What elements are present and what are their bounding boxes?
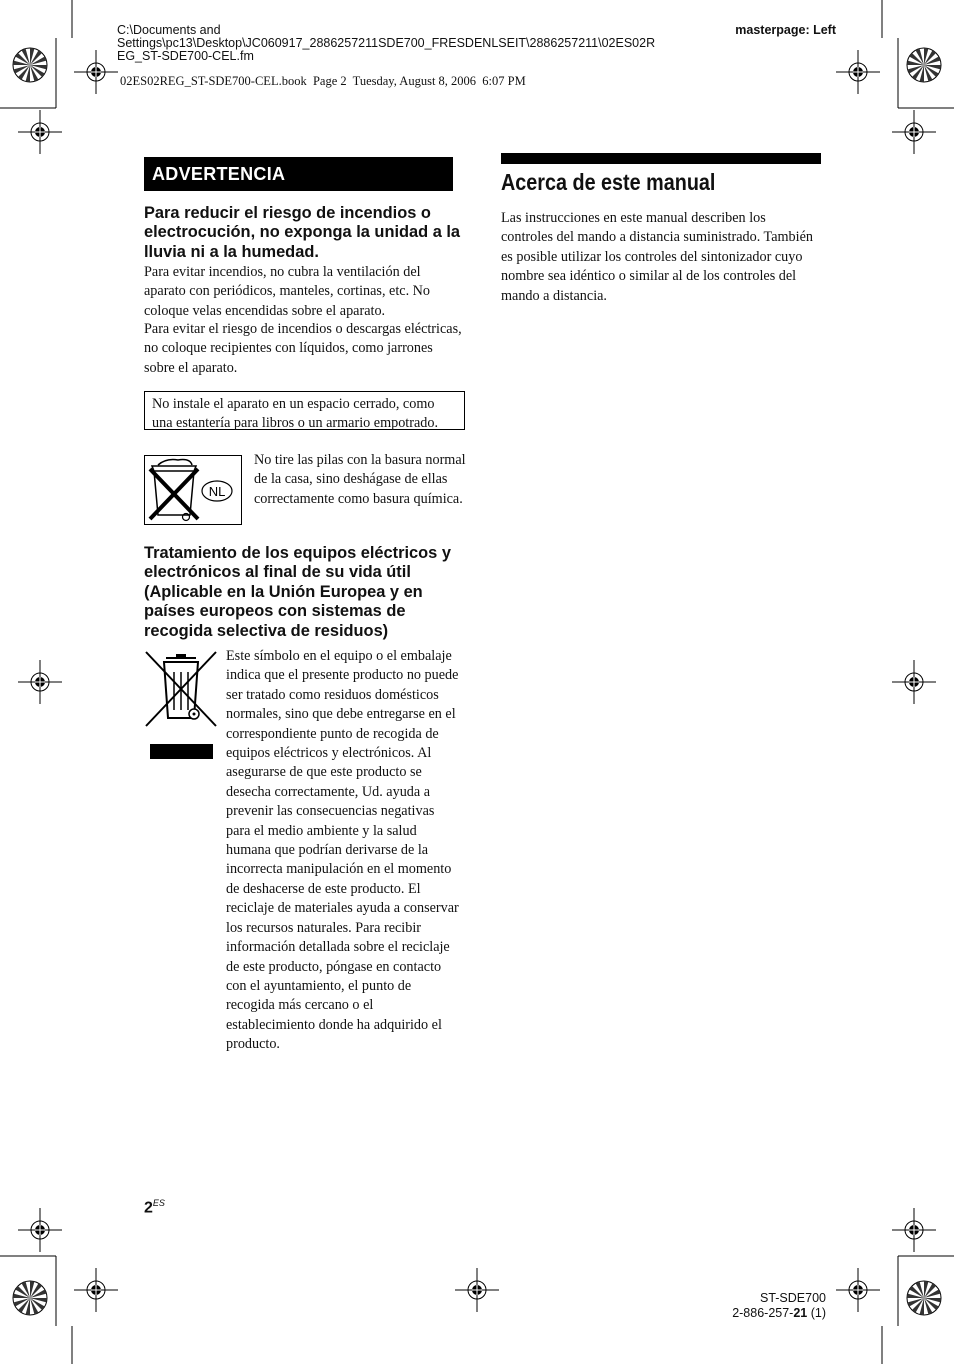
model-name: ST-SDE700 — [759, 1291, 826, 1305]
battery-icon-label: NL — [208, 484, 226, 499]
document-code-prefix: 2-886-257- — [732, 1306, 794, 1320]
book-info: 02ES02REG_ST-SDE700-CEL.book Page 2 Tuesday, August 8, 2006 6:07 PM — [120, 74, 526, 88]
file-path-line-1: C:\Documents and — [117, 23, 221, 37]
enclosure-note-box — [144, 391, 465, 430]
document-code-revision: 21 — [793, 1306, 808, 1320]
file-path-line-3: EG_ST-SDE700-CEL.fm — [117, 49, 254, 63]
warning-banner: ADVERTENCIA — [144, 157, 453, 191]
document-code — [680, 1306, 826, 1321]
masterpage-label: masterpage: Left — [735, 23, 836, 37]
disposal-text: Este símbolo en el equipo o el embalaje indica que el presente producto no puede ser tratado como residuos domésticos normales, sino que debe entregarse en el correspondiente punto de recogida de equipos eléctricos y electrónicos. Al asegurarse de que este producto se desecha correctamente, Ud. ayuda a prevenir las consecuencias negativas para el medio ambiente y la salud humana que podrían derivarse de la incorrecta manipulación en el momento de deshacerse de este producto. El reciclaje de materiales ayuda a conservar los recursos naturales. Para recibir información detallada sobre el reciclaje de este producto, póngase en contacto con el ayuntamiento, el punto de recogida más cercano o el establecimiento donde ha adquirido el producto. — [226, 648, 459, 1053]
file-path-line-2: Settings\pc13\Desktop\JC060917_2886257211SDE700_FRESDENLSEIT\2886257211\02ES02R — [117, 36, 656, 50]
file-path — [117, 24, 737, 63]
model-code — [680, 1291, 826, 1321]
enclosure-note-text: No instale el aparato en un espacio cerrado, como una estantería para libros o un armario empotrado. — [152, 396, 439, 432]
battery-disposal-text: No tire las pilas con la basura normal de la casa, sino deshágase de ellas correctamente como basura química. — [254, 452, 466, 507]
warning-paragraph-1: Para evitar incendios, no cubra la ventilación del aparato con periódicos, manteles, cortinas, etc. No coloque velas encendidas sobre el aparato. — [144, 264, 431, 319]
page-number — [144, 1194, 165, 1217]
warning-heading: Para reducir el riesgo de incendios o electrocución, no exponga la unidad a la lluvia ni a la humedad. — [144, 204, 461, 261]
document-code-suffix: (1) — [807, 1306, 826, 1320]
section-rule — [501, 153, 821, 164]
page-number-value: 2 — [144, 1199, 153, 1217]
page-number-suffix: ES — [152, 1198, 165, 1208]
manual-section-text: Las instrucciones en este manual describen los controles del mando a distancia suministrado. También es posible utilizar los controles del sintonizador cuyo nombre sea idéntico o similar al de los controles del mando a distancia. — [501, 210, 813, 304]
manual-section-title: Acerca de este manual — [501, 169, 716, 195]
battery-disposal-icon — [144, 455, 242, 525]
disposal-heading: Tratamiento de los equipos eléctricos y electrónicos al final de su vida útil (Aplicable en la Unión Europea y en países europeos con sistemas de recogida selectiva de residuos) — [144, 544, 451, 640]
warning-paragraph-2: Para evitar el riesgo de incendios o descargas eléctricas, no coloque recipientes con líquidos, como jarrones sobre el aparato. — [144, 321, 462, 376]
weee-bin-icon — [144, 650, 218, 762]
